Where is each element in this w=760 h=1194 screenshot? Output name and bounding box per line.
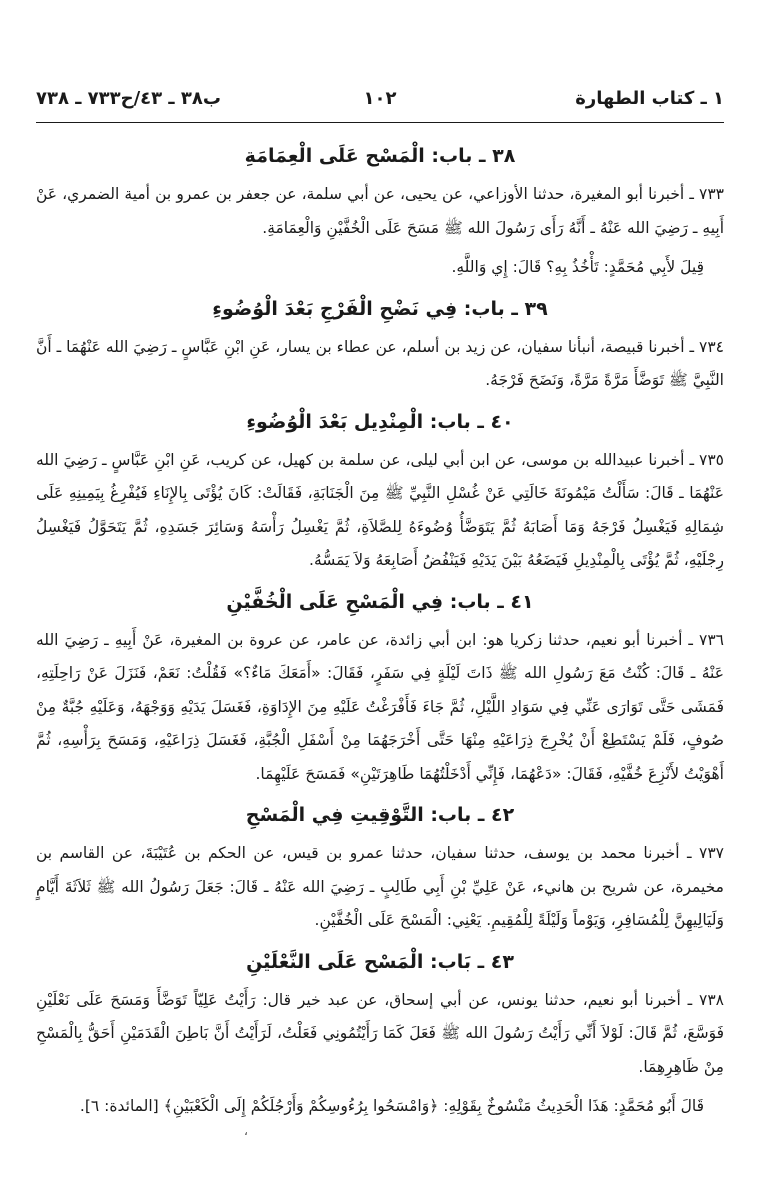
note-text: قَالَ أَبُو مُحَمَّدٍ: هَذَا الْحَدِيثُ مَنْسُوخٌ بِقَوْلِهِ: ﴿وَامْسَحُوا بِرُءُوسِكُمْ وَأَرْجُلَكُمْ إِلَى الْكَعْبَيْنِ﴾ xyxy=(163,1097,704,1115)
hadith-738: ٧٣٨ ـ أخبرنا أبو نعيم، حدثنا يونس، عن أبي إسحاق، عن عبد خير قال: رَأَيْتُ عَلِيّاً تَوَضَّأَ وَمَسَحَ عَلَى نَعْلَيْنِ فَوَسَّعَ، ثُمَّ قَالَ: لَوْلاَ أَنِّي رَأَيْتُ رَسُولَ الله ﷺ فَعَلَ كَمَا رَأَيْتُمُونِي فَعَلْتُ، لَرَأَيْتُ أَنَّ بَاطِنَ الْقَدَمَيْنِ أَحَقُّ بِالْمَسْحِ مِنْ ظَاهِرِهِمَا. xyxy=(36,990,724,1076)
book-title: ١ ـ كتاب الطهارة xyxy=(575,88,724,109)
chapter-heading: ٣٨ ـ باب: الْمَسْح عَلَى الْعِمَامَةِ xyxy=(244,145,516,167)
chapter-section-40 xyxy=(36,404,724,578)
chapter-heading: ٤١ ـ باب: فِي الْمَسْحِ عَلَى الْخُفَّيْنِ xyxy=(226,590,534,613)
chapter-section-38 xyxy=(36,138,724,285)
page-body xyxy=(36,138,724,1130)
chapter-hadith-range: ب٣٨ ـ ٤٣/ح٧٣٣ ـ ٧٣٨ xyxy=(36,88,221,109)
quran-reference: [المائدة: ٦]. xyxy=(79,1097,159,1115)
scholar-note: قِيلَ لأَبِي مُحَمَّدٍ: تَأْخُذُ بِهِ؟ قَالَ: إِي وَاللَّهِ. xyxy=(451,258,704,276)
chapter-heading: ٤٢ ـ باب: التَّوْقِيتِ فِي الْمَسْحِ xyxy=(245,804,515,826)
chapter-heading: ٤٣ ـ بَاب: الْمَسْح عَلَى النَّعْلَيْنِ xyxy=(246,950,514,973)
hadith-733: ٧٣٣ ـ أخبرنا أبو المغيرة، حدثنا الأوزاعي، عن يحيى، عن أبي سلمة، عن جعفر بن عمرو بن أمية الضمري، عَنْ أَبِيهِ ـ رَضِيَ الله عَنْهُ ـ أَنَّهُ رَأَى رَسُولَ الله ﷺ مَسَحَ عَلَى الْخُفَّيْنِ وَالْعِمَامَةِ. xyxy=(36,185,724,237)
chapter-section-43 xyxy=(36,944,724,1124)
header-rule xyxy=(36,122,724,123)
running-header xyxy=(36,88,724,116)
stray-mark: ، xyxy=(244,1124,248,1138)
chapter-section-39 xyxy=(36,291,724,398)
hadith-737: ٧٣٧ ـ أخبرنا محمد بن يوسف، حدثنا سفيان، حدثنا عمرو بن قيس، عن الحكم بن عُتَيْبَةَ، عن القاسم بن مخيمرة، عن شريح بن هانيء، عَنْ عَلِيِّ بْنِ أَبِي طَالِبٍ ـ رَضِيَ الله عَنْهُ ـ قَالَ: جَعَلَ رَسُولُ الله ﷺ ثَلاَثَةَ أَيَّامٍ وَلَيَالِيهِنَّ لِلْمُسَافِرِ، وَيَوْماً وَلَيْلَةً لِلْمُقِيمِ. يَعْنِي: الْمَسْحَ عَلَى الْخُفَّيْنِ. xyxy=(36,844,724,929)
chapter-heading: ٤٠ ـ باب: الْمِنْدِيل بَعْدَ الْوُضُوءِ xyxy=(246,410,514,433)
page-number: ١٠٢ xyxy=(363,88,397,109)
hadith-735: ٧٣٥ ـ أخبرنا عبيدالله بن موسى، عن ابن أبي ليلى، عن سلمة بن كهيل، عن كريب، عَنِ ابْنِ عَبَّاسٍ ـ رَضِيَ الله عَنْهُمَا ـ قَالَ: سَأَلْتُ مَيْمُونَةَ خَالَتِي عَنْ غُسْلِ النَّبِيِّ ﷺ مِنَ الْجَنَابَةِ، فَقَالَتْ: كَانَ يُؤْتَى بِالإِنَاءِ فَيُفْرِغُ بِيَمِينِهِ عَلَى شِمَالِهِ فَيَغْسِلُ فَرْجَهُ وَمَا أَصَابَهُ ثُمَّ يَتَوَضَّأُ وُضُوءَهُ لِلصَّلاَةِ، ثُمَّ يَغْسِلُ رَأْسَهُ وَسَائِرَ جَسَدِهِ، ثُمَّ يَتَحَوَّلُ فَيَغْسِلُ رِجْلَيْهِ، ثُمَّ يُؤْتَى بِالْمِنْدِيلِ فَيَضَعُهُ بَيْنَ يَدَيْهِ فَيَنْفُضُ أَصَابِعَهُ وَلاَ يَمَسُّهُ. xyxy=(36,450,724,569)
chapter-heading: ٣٩ ـ باب: فِي نَضْحِ الْفَرْجِ بَعْدَ الْوُضُوءِ xyxy=(212,297,548,320)
scholar-note xyxy=(36,1090,724,1124)
hadith-736: ٧٣٦ ـ أخبرنا أبو نعيم، حدثنا زكريا هو: ابن أبي زائدة، عن عامر، عن عروة بن المغيرة، عَنْ أَبِيهِ ـ رَضِيَ الله عَنْهُ ـ قَالَ: كُنْتُ مَعَ رَسُولِ الله ﷺ ذَاتَ لَيْلَةٍ فِي سَفَرٍ، فَقَالَ: «أَمَعَكَ مَاءٌ؟» فَقُلْتُ: نَعَمْ، فَنَزَلَ عَنْ رَاحِلَتِهِ، فَمَشَى حَتَّى تَوَارَى عَنِّي فِي سَوَادِ اللَّيْلِ، ثُمَّ جَاءَ فَأَفْرَغْتُ عَلَيْهِ مِنَ الإِدَاوَةِ، فَغَسَلَ يَدَيْهِ وَوَجْهَهُ، وَعَلَيْهِ جُبَّةٌ مِنْ صُوفٍ، فَلَمْ يَسْتَطِعْ أَنْ يُخْرِجَ ذِرَاعَيْهِ مِنْهَا حَتَّى أَخْرَجَهُمَا مِنْ أَسْفَلِ الْجُبَّةِ، فَغَسَلَ ذِرَاعَيْهِ، وَمَسَحَ بِرَأْسِهِ، ثُمَّ أَهْوَيْتُ لأَنْزِعَ خُفَّيْهِ، فَقَالَ: «دَعْهُمَا، فَإِنِّي أَدْخَلْتُهُمَا طَاهِرَتَيْنِ» فَمَسَحَ عَلَيْهِمَا. xyxy=(36,630,724,783)
chapter-section-42 xyxy=(36,797,724,938)
chapter-section-41 xyxy=(36,584,724,792)
hadith-734: ٧٣٤ ـ أخبرنا قبيصة، أنبأنا سفيان، عن زيد بن أسلم، عن عطاء بن يسار، عَنِ ابْنِ عَبَّاسٍ ـ رَضِيَ الله عَنْهُمَا ـ أَنَّ النَّبِيَّ ﷺ تَوَضَّأَ مَرَّةً مَرَّةً، وَنَضَحَ فَرْجَهُ. xyxy=(36,337,724,389)
